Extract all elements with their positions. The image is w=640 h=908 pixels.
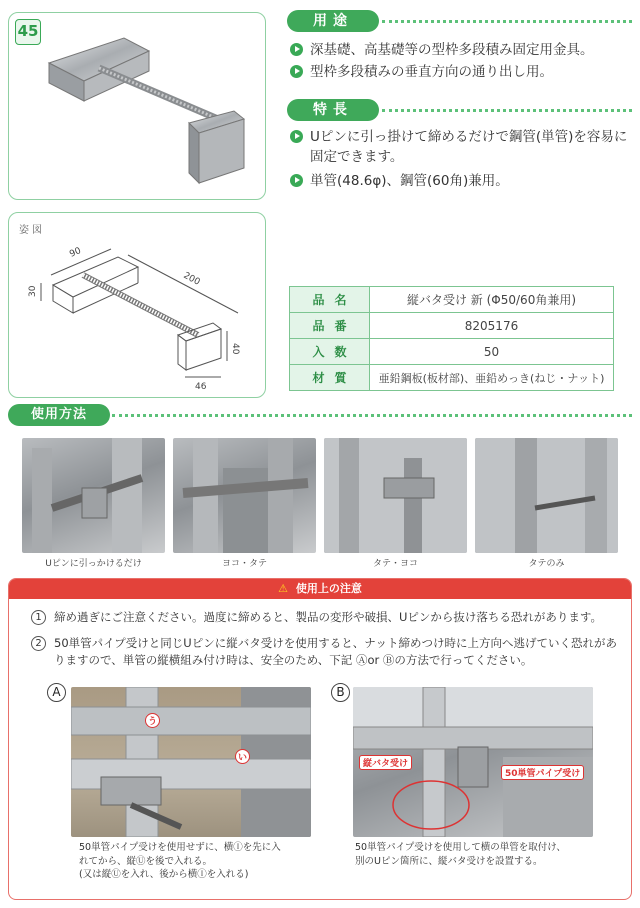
spec-row-name: 品名 縦バタ受け 新 (Φ50/60角兼用): [290, 287, 614, 313]
howto-caption-1: Uピンに引っかけるだけ: [45, 559, 142, 569]
caution-list: [31, 609, 621, 669]
caution-title: 使用上の注意: [295, 582, 362, 595]
spec-row-code: 品番 8205176: [290, 313, 614, 339]
number-circle: 1: [31, 610, 46, 625]
bullet-arrow-icon: [290, 43, 303, 56]
dim-label-90: 90: [68, 246, 83, 260]
howto-caption-3: タテ・ヨコ: [372, 559, 418, 569]
howto-caption-2: ヨコ・タテ: [221, 559, 267, 569]
features-divider: [382, 109, 632, 112]
method-a-image: [71, 687, 311, 837]
dim-label-40: 40: [230, 343, 240, 355]
howto-title: 使用方法: [8, 404, 110, 426]
usage-item: 深基礎、高基礎等の型枠多段積み固定用金具。: [290, 40, 635, 60]
caution-header: [9, 579, 631, 599]
product-photo-panel: [8, 12, 266, 200]
usage-item: 型枠多段積みの垂直方向の通り出し用。: [290, 62, 635, 82]
figure-label: 姿図: [19, 225, 45, 236]
method-a-caption: 50単管パイプ受けを使用せずに、横Ⓘを先に入 れてから、縦Ⓤを後で入れる。 (又は縦Ⓤを入れ、後から横Ⓘを入れる): [79, 842, 281, 880]
dimension-drawing-panel: [8, 212, 266, 398]
dimension-drawing: [23, 235, 259, 395]
usage-divider: [382, 20, 632, 23]
howto-caption-4: タテのみ: [528, 559, 565, 569]
product-number-badge: 45: [15, 19, 41, 45]
howto-photo-1-image: [22, 438, 165, 553]
usage-list: [290, 40, 635, 82]
dim-label-30: 30: [28, 285, 38, 297]
method-b-photo: [353, 687, 593, 837]
spec-table: [289, 286, 614, 391]
method-a-photo: [71, 687, 311, 837]
warning-icon: ⚠: [278, 582, 289, 595]
method-a-label-u: う: [145, 713, 160, 728]
features-title: 特長: [287, 99, 379, 121]
dim-label-46: 46: [195, 382, 207, 392]
bullet-arrow-icon: [290, 174, 303, 187]
number-circle: 2: [31, 636, 46, 651]
howto-photo-1: [22, 438, 165, 553]
bullet-arrow-icon: [290, 65, 303, 78]
method-b-label-pipe: 50単管パイプ受け: [501, 765, 584, 780]
method-a-label-i: い: [235, 749, 250, 764]
method-b-caption: 50単管パイプ受けを使用して横の単管を取付け、 別のUピン箇所に、縦バタ受けを設置する。: [355, 842, 566, 867]
howto-photo-2: [173, 438, 316, 553]
feature-item: Uピンに引っ掛けて締めるだけで鋼管(単管)を容易に固定できます。: [290, 127, 630, 167]
features-list: [290, 127, 630, 191]
feature-item: 単管(48.6φ)、鋼管(60角)兼用。: [290, 171, 630, 191]
caution-item-1: 1 締め過ぎにご注意ください。過度に締めると、製品の変形や破損、Uピンから抜け落ちる恐れがあります。: [31, 609, 621, 626]
howto-photo-3-image: [324, 438, 467, 553]
method-a-mark: A: [47, 683, 66, 702]
howto-photo-2-image: [173, 438, 316, 553]
spec-row-quantity: 入数 50: [290, 339, 614, 365]
bullet-arrow-icon: [290, 130, 303, 143]
caution-box: [8, 578, 632, 900]
product-photo: [29, 23, 259, 193]
caution-item-2: 2 50単管パイプ受けと同じUピンに縦バタ受けを使用すると、ナット締めつけ時に上方向へ逃げていく恐れがありますので、単管の縦横組み付け時は、安全のため、下記 Ⓐor Ⓑの方法で行ってください。: [31, 635, 621, 669]
method-b-mark: B: [331, 683, 350, 702]
dim-label-200: 200: [181, 270, 202, 288]
usage-title: 用途: [287, 10, 379, 32]
howto-photo-4: [475, 438, 618, 553]
howto-divider: [112, 414, 632, 417]
howto-photo-4-image: [475, 438, 618, 553]
howto-photo-3: [324, 438, 467, 553]
spec-row-material: 材質 亜鉛鋼板(板材部)、亜鉛めっき(ねじ・ナット): [290, 365, 614, 391]
method-b-label-tate: 縦バタ受け: [359, 755, 412, 770]
